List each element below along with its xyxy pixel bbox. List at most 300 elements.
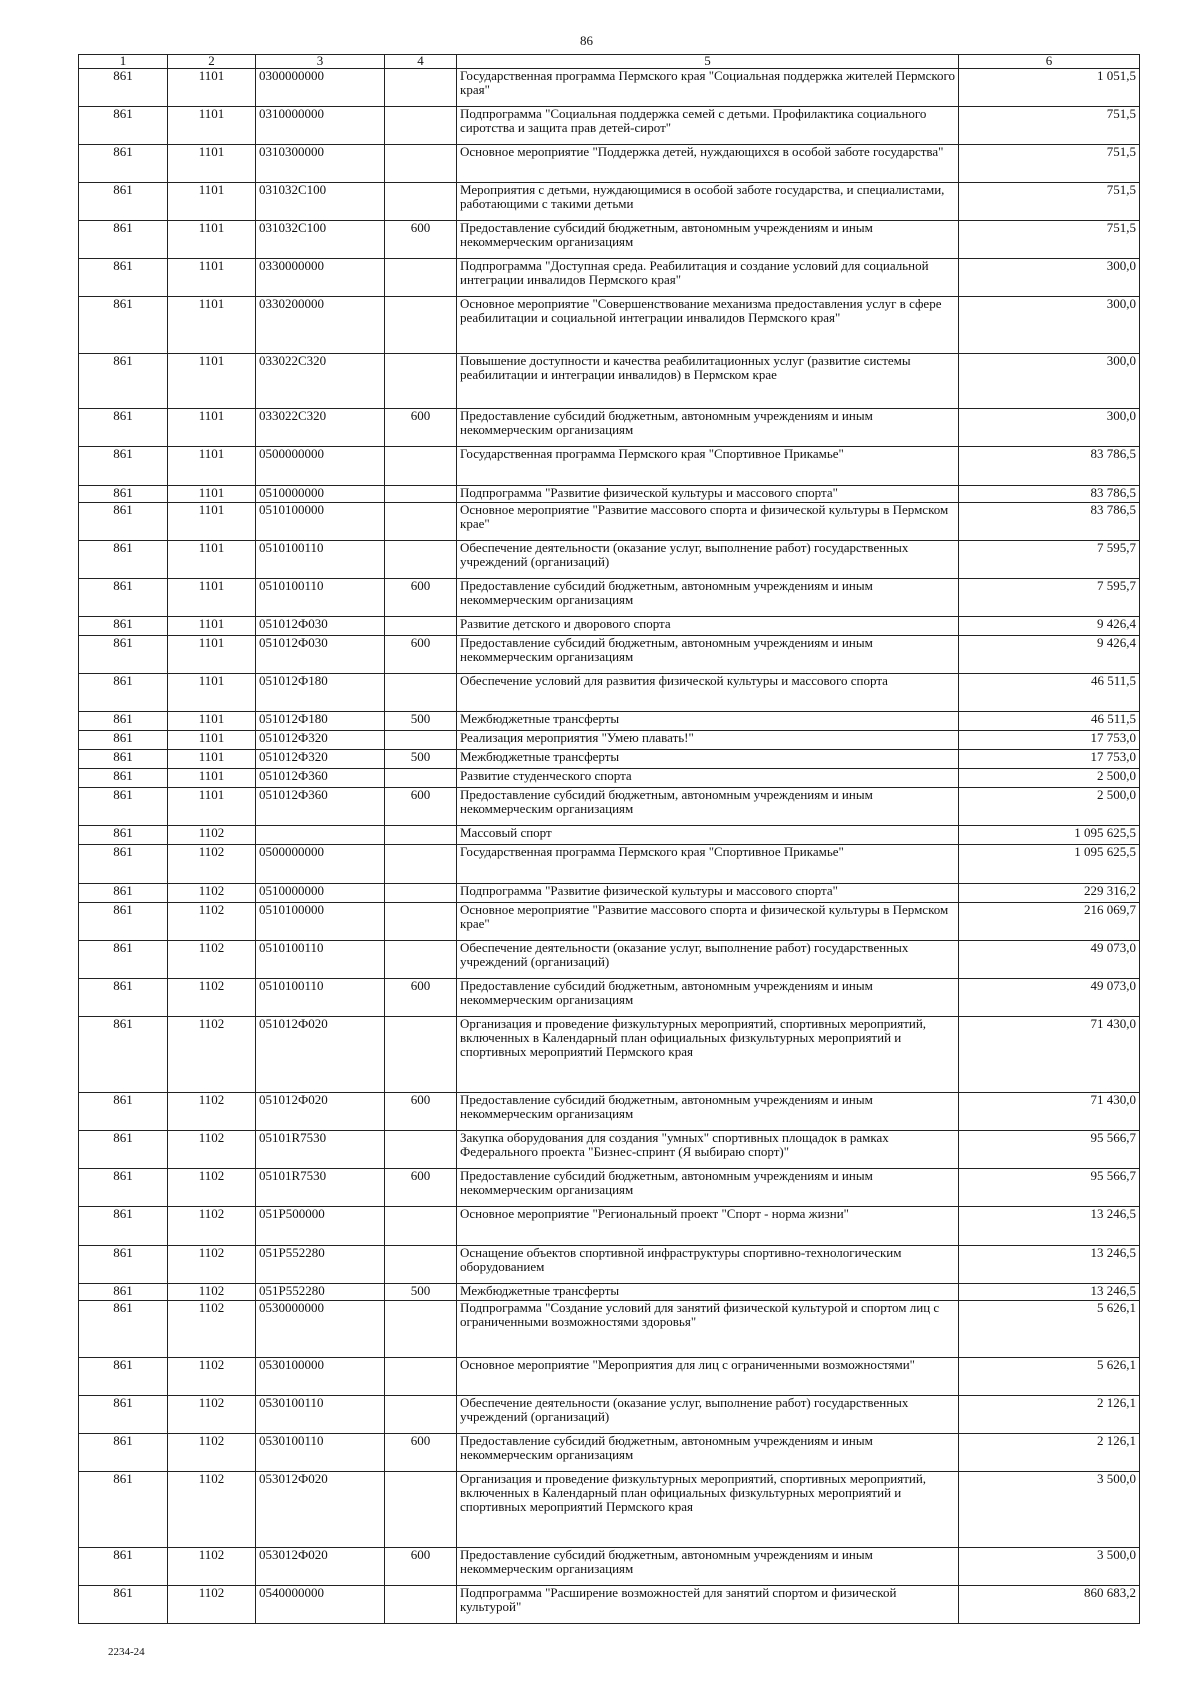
section-code-cell: 1102 xyxy=(168,941,256,979)
section-code-cell: 1102 xyxy=(168,1301,256,1358)
expense-type-cell xyxy=(385,674,457,712)
ministry-code-cell: 861 xyxy=(79,409,168,447)
target-article-cell: 051012Ф320 xyxy=(256,731,385,750)
expense-type-cell xyxy=(385,183,457,221)
table-row xyxy=(79,1131,1140,1169)
expense-type-cell xyxy=(385,259,457,297)
table-row xyxy=(79,1548,1140,1586)
ministry-code-cell: 861 xyxy=(79,903,168,941)
ministry-code-cell: 861 xyxy=(79,769,168,788)
expense-type-cell xyxy=(385,941,457,979)
expense-type-cell xyxy=(385,297,457,354)
expense-type-cell: 500 xyxy=(385,1284,457,1301)
amount-cell: 1 095 625,5 xyxy=(959,826,1140,845)
amount-cell: 95 566,7 xyxy=(959,1169,1140,1207)
amount-cell: 1 051,5 xyxy=(959,69,1140,107)
ministry-code-cell: 861 xyxy=(79,1131,168,1169)
column-header-5: 5 xyxy=(457,55,959,69)
description-cell: Закупка оборудования для создания "умных" спортивных площадок в рамках Федерального проекта "Бизнес-спринт (Я выбираю спорт)" xyxy=(457,1131,959,1169)
amount-cell: 46 511,5 xyxy=(959,712,1140,731)
expense-type-cell xyxy=(385,354,457,409)
target-article-cell: 0510000000 xyxy=(256,486,385,503)
section-code-cell: 1102 xyxy=(168,1548,256,1586)
target-article-cell: 053012Ф020 xyxy=(256,1548,385,1586)
section-code-cell: 1102 xyxy=(168,1472,256,1548)
table-row xyxy=(79,1169,1140,1207)
expense-type-cell xyxy=(385,769,457,788)
table-row xyxy=(79,354,1140,409)
column-header-2: 2 xyxy=(168,55,256,69)
amount-cell: 229 316,2 xyxy=(959,884,1140,903)
page-number: 86 xyxy=(580,33,593,48)
description-cell: Межбюджетные трансферты xyxy=(457,750,959,769)
target-article-cell: 051P552280 xyxy=(256,1246,385,1284)
target-article-cell xyxy=(256,826,385,845)
section-code-cell: 1101 xyxy=(168,69,256,107)
ministry-code-cell: 861 xyxy=(79,259,168,297)
table-row xyxy=(79,712,1140,731)
amount-cell: 300,0 xyxy=(959,297,1140,354)
expense-type-cell: 600 xyxy=(385,221,457,259)
description-cell: Развитие детского и дворового спорта xyxy=(457,617,959,636)
amount-cell: 71 430,0 xyxy=(959,1017,1140,1093)
target-article-cell: 0500000000 xyxy=(256,447,385,486)
amount-cell: 5 626,1 xyxy=(959,1301,1140,1358)
ministry-code-cell: 861 xyxy=(79,354,168,409)
section-code-cell: 1102 xyxy=(168,1246,256,1284)
description-cell: Подпрограмма "Создание условий для занятий физической культурой и спортом лиц с ограниченными возможностями здоровья" xyxy=(457,1301,959,1358)
description-cell: Предоставление субсидий бюджетным, автономным учреждениям и иным некоммерческим организациям xyxy=(457,409,959,447)
target-article-cell: 0510100000 xyxy=(256,903,385,941)
target-article-cell: 05101R7530 xyxy=(256,1169,385,1207)
table-row xyxy=(79,1017,1140,1093)
section-code-cell: 1102 xyxy=(168,884,256,903)
amount-cell: 95 566,7 xyxy=(959,1131,1140,1169)
amount-cell: 2 500,0 xyxy=(959,769,1140,788)
expense-type-cell: 600 xyxy=(385,1169,457,1207)
description-cell: Развитие студенческого спорта xyxy=(457,769,959,788)
description-cell: Подпрограмма "Социальная поддержка семей с детьми. Профилактика социального сиротства и защита прав детей-сирот" xyxy=(457,107,959,145)
section-code-cell: 1101 xyxy=(168,788,256,826)
target-article-cell: 0530000000 xyxy=(256,1301,385,1358)
table-row xyxy=(79,903,1140,941)
amount-cell: 3 500,0 xyxy=(959,1472,1140,1548)
column-header-6: 6 xyxy=(959,55,1140,69)
section-code-cell: 1102 xyxy=(168,1131,256,1169)
section-code-cell: 1101 xyxy=(168,297,256,354)
target-article-cell: 051012Ф180 xyxy=(256,712,385,731)
expense-type-cell xyxy=(385,145,457,183)
column-header-3: 3 xyxy=(256,55,385,69)
table-row xyxy=(79,1358,1140,1396)
amount-cell: 83 786,5 xyxy=(959,447,1140,486)
expense-type-cell xyxy=(385,1246,457,1284)
table-row xyxy=(79,409,1140,447)
expense-type-cell: 600 xyxy=(385,979,457,1017)
ministry-code-cell: 861 xyxy=(79,503,168,541)
table-row xyxy=(79,674,1140,712)
table-row xyxy=(79,750,1140,769)
amount-cell: 860 683,2 xyxy=(959,1586,1140,1624)
target-article-cell: 051P500000 xyxy=(256,1207,385,1246)
expense-type-cell: 600 xyxy=(385,579,457,617)
expense-type-cell xyxy=(385,1131,457,1169)
ministry-code-cell: 861 xyxy=(79,107,168,145)
table-row xyxy=(79,1586,1140,1624)
ministry-code-cell: 861 xyxy=(79,183,168,221)
ministry-code-cell: 861 xyxy=(79,1301,168,1358)
table-header-row xyxy=(79,55,1140,69)
section-code-cell: 1102 xyxy=(168,1358,256,1396)
amount-cell: 7 595,7 xyxy=(959,579,1140,617)
table-row xyxy=(79,826,1140,845)
table-row xyxy=(79,297,1140,354)
expense-type-cell xyxy=(385,1207,457,1246)
ministry-code-cell: 861 xyxy=(79,1246,168,1284)
expense-type-cell xyxy=(385,1472,457,1548)
table-row xyxy=(79,1207,1140,1246)
expense-type-cell xyxy=(385,617,457,636)
target-article-cell: 053012Ф020 xyxy=(256,1472,385,1548)
target-article-cell: 0330000000 xyxy=(256,259,385,297)
section-code-cell: 1101 xyxy=(168,712,256,731)
target-article-cell: 031032С100 xyxy=(256,221,385,259)
description-cell: Предоставление субсидий бюджетным, автономным учреждениям и иным некоммерческим организациям xyxy=(457,788,959,826)
ministry-code-cell: 861 xyxy=(79,221,168,259)
amount-cell: 13 246,5 xyxy=(959,1284,1140,1301)
expense-type-cell: 500 xyxy=(385,712,457,731)
description-cell: Подпрограмма "Расширение возможностей для занятий спортом и физической культурой" xyxy=(457,1586,959,1624)
description-cell: Подпрограмма "Доступная среда. Реабилитация и создание условий для социальной интеграции инвалидов Пермского края" xyxy=(457,259,959,297)
amount-cell: 9 426,4 xyxy=(959,636,1140,674)
target-article-cell: 033022С320 xyxy=(256,354,385,409)
table-row xyxy=(79,845,1140,884)
section-code-cell: 1101 xyxy=(168,541,256,579)
description-cell: Основное мероприятие "Развитие массового спорта и физической культуры в Пермском крае" xyxy=(457,503,959,541)
amount-cell: 300,0 xyxy=(959,409,1140,447)
description-cell: Массовый спорт xyxy=(457,826,959,845)
ministry-code-cell: 861 xyxy=(79,1548,168,1586)
target-article-cell: 0510100110 xyxy=(256,979,385,1017)
amount-cell: 83 786,5 xyxy=(959,503,1140,541)
amount-cell: 13 246,5 xyxy=(959,1207,1140,1246)
target-article-cell: 0510100000 xyxy=(256,503,385,541)
amount-cell: 216 069,7 xyxy=(959,903,1140,941)
table-row xyxy=(79,183,1140,221)
amount-cell: 751,5 xyxy=(959,183,1140,221)
target-article-cell: 051P552280 xyxy=(256,1284,385,1301)
description-cell: Межбюджетные трансферты xyxy=(457,1284,959,1301)
description-cell: Предоставление субсидий бюджетным, автономным учреждениям и иным некоммерческим организациям xyxy=(457,979,959,1017)
description-cell: Обеспечение деятельности (оказание услуг, выполнение работ) государственных учреждений (организаций) xyxy=(457,941,959,979)
expense-type-cell xyxy=(385,1396,457,1434)
expense-type-cell xyxy=(385,845,457,884)
target-article-cell: 0510100110 xyxy=(256,941,385,979)
table-row xyxy=(79,579,1140,617)
expense-type-cell: 600 xyxy=(385,636,457,674)
section-code-cell: 1101 xyxy=(168,259,256,297)
expense-type-cell: 600 xyxy=(385,1548,457,1586)
table-body xyxy=(79,69,1140,1624)
amount-cell: 7 595,7 xyxy=(959,541,1140,579)
target-article-cell: 051012Ф360 xyxy=(256,769,385,788)
section-code-cell: 1102 xyxy=(168,1586,256,1624)
amount-cell: 751,5 xyxy=(959,145,1140,183)
amount-cell: 13 246,5 xyxy=(959,1246,1140,1284)
table-row xyxy=(79,259,1140,297)
ministry-code-cell: 861 xyxy=(79,674,168,712)
amount-cell: 751,5 xyxy=(959,107,1140,145)
target-article-cell: 0500000000 xyxy=(256,845,385,884)
ministry-code-cell: 861 xyxy=(79,1169,168,1207)
section-code-cell: 1102 xyxy=(168,845,256,884)
target-article-cell: 031032С100 xyxy=(256,183,385,221)
amount-cell: 17 753,0 xyxy=(959,731,1140,750)
expense-type-cell xyxy=(385,884,457,903)
expense-type-cell xyxy=(385,1017,457,1093)
ministry-code-cell: 861 xyxy=(79,69,168,107)
target-article-cell: 051012Ф360 xyxy=(256,788,385,826)
column-header-4: 4 xyxy=(385,55,457,69)
description-cell: Основное мероприятие "Региональный проект "Спорт - норма жизни" xyxy=(457,1207,959,1246)
section-code-cell: 1102 xyxy=(168,903,256,941)
section-code-cell: 1101 xyxy=(168,409,256,447)
expense-type-cell xyxy=(385,486,457,503)
table-row xyxy=(79,221,1140,259)
section-code-cell: 1101 xyxy=(168,107,256,145)
table-row xyxy=(79,636,1140,674)
ministry-code-cell: 861 xyxy=(79,712,168,731)
description-cell: Обеспечение условий для развития физической культуры и массового спорта xyxy=(457,674,959,712)
section-code-cell: 1102 xyxy=(168,1434,256,1472)
section-code-cell: 1101 xyxy=(168,447,256,486)
target-article-cell: 0310300000 xyxy=(256,145,385,183)
expense-type-cell: 600 xyxy=(385,788,457,826)
expense-type-cell xyxy=(385,1358,457,1396)
section-code-cell: 1101 xyxy=(168,503,256,541)
expense-type-cell xyxy=(385,447,457,486)
target-article-cell: 0510100110 xyxy=(256,541,385,579)
target-article-cell: 0540000000 xyxy=(256,1586,385,1624)
budget-table xyxy=(78,54,1140,1624)
ministry-code-cell: 861 xyxy=(79,1434,168,1472)
ministry-code-cell: 861 xyxy=(79,979,168,1017)
table-row xyxy=(79,941,1140,979)
amount-cell: 2 126,1 xyxy=(959,1396,1140,1434)
ministry-code-cell: 861 xyxy=(79,884,168,903)
table-row xyxy=(79,1301,1140,1358)
target-article-cell: 05101R7530 xyxy=(256,1131,385,1169)
target-article-cell: 051012Ф030 xyxy=(256,636,385,674)
ministry-code-cell: 861 xyxy=(79,1396,168,1434)
section-code-cell: 1101 xyxy=(168,617,256,636)
section-code-cell: 1102 xyxy=(168,1017,256,1093)
description-cell: Обеспечение деятельности (оказание услуг, выполнение работ) государственных учреждений (организаций) xyxy=(457,541,959,579)
section-code-cell: 1101 xyxy=(168,674,256,712)
expense-type-cell xyxy=(385,903,457,941)
amount-cell: 46 511,5 xyxy=(959,674,1140,712)
expense-type-cell xyxy=(385,107,457,145)
description-cell: Организация и проведение физкультурных мероприятий, спортивных мероприятий, включенных в Календарный план официальных физкультурных мероприятий и спортивных мероприятий Пермского края xyxy=(457,1472,959,1548)
ministry-code-cell: 861 xyxy=(79,1586,168,1624)
table-row xyxy=(79,1246,1140,1284)
section-code-cell: 1102 xyxy=(168,1207,256,1246)
amount-cell: 300,0 xyxy=(959,354,1140,409)
table-row xyxy=(79,69,1140,107)
target-article-cell: 051012Ф020 xyxy=(256,1017,385,1093)
description-cell: Основное мероприятие "Поддержка детей, нуждающихся в особой заботе государства" xyxy=(457,145,959,183)
table-row xyxy=(79,1284,1140,1301)
ministry-code-cell: 861 xyxy=(79,1017,168,1093)
section-code-cell: 1101 xyxy=(168,636,256,674)
description-cell: Повышение доступности и качества реабилитационных услуг (развитие системы реабилитации и интеграции инвалидов) в Пермском крае xyxy=(457,354,959,409)
table-row xyxy=(79,1472,1140,1548)
description-cell: Государственная программа Пермского края "Спортивное Прикамье" xyxy=(457,845,959,884)
description-cell: Подпрограмма "Развитие физической культуры и массового спорта" xyxy=(457,884,959,903)
expense-type-cell xyxy=(385,1301,457,1358)
description-cell: Обеспечение деятельности (оказание услуг, выполнение работ) государственных учреждений (организаций) xyxy=(457,1396,959,1434)
section-code-cell: 1101 xyxy=(168,354,256,409)
description-cell: Предоставление субсидий бюджетным, автономным учреждениям и иным некоммерческим организациям xyxy=(457,1548,959,1586)
section-code-cell: 1101 xyxy=(168,579,256,617)
expense-type-cell xyxy=(385,541,457,579)
amount-cell: 300,0 xyxy=(959,259,1140,297)
table-row xyxy=(79,503,1140,541)
target-article-cell: 051012Ф030 xyxy=(256,617,385,636)
description-cell: Государственная программа Пермского края "Спортивное Прикамье" xyxy=(457,447,959,486)
expense-type-cell: 600 xyxy=(385,1434,457,1472)
ministry-code-cell: 861 xyxy=(79,826,168,845)
section-code-cell: 1102 xyxy=(168,826,256,845)
amount-cell: 9 426,4 xyxy=(959,617,1140,636)
target-article-cell: 051012Ф320 xyxy=(256,750,385,769)
ministry-code-cell: 861 xyxy=(79,1093,168,1131)
description-cell: Реализация мероприятия "Умею плавать!" xyxy=(457,731,959,750)
amount-cell: 49 073,0 xyxy=(959,979,1140,1017)
section-code-cell: 1102 xyxy=(168,979,256,1017)
description-cell: Межбюджетные трансферты xyxy=(457,712,959,731)
target-article-cell: 0300000000 xyxy=(256,69,385,107)
expense-type-cell xyxy=(385,731,457,750)
target-article-cell: 051012Ф020 xyxy=(256,1093,385,1131)
table-row xyxy=(79,769,1140,788)
target-article-cell: 0510000000 xyxy=(256,884,385,903)
table-row xyxy=(79,107,1140,145)
amount-cell: 3 500,0 xyxy=(959,1548,1140,1586)
table-row xyxy=(79,541,1140,579)
target-article-cell: 033022С320 xyxy=(256,409,385,447)
section-code-cell: 1101 xyxy=(168,145,256,183)
ministry-code-cell: 861 xyxy=(79,1284,168,1301)
ministry-code-cell: 861 xyxy=(79,297,168,354)
section-code-cell: 1102 xyxy=(168,1169,256,1207)
description-cell: Государственная программа Пермского края "Социальная поддержка жителей Пермского края" xyxy=(457,69,959,107)
ministry-code-cell: 861 xyxy=(79,1358,168,1396)
amount-cell: 751,5 xyxy=(959,221,1140,259)
target-article-cell: 0530100000 xyxy=(256,1358,385,1396)
description-cell: Основное мероприятие "Мероприятия для лиц с ограниченными возможностями" xyxy=(457,1358,959,1396)
description-cell: Основное мероприятие "Совершенствование механизма предоставления услуг в сфере реабилитации и социальной интеграции инвалидов Пермского края" xyxy=(457,297,959,354)
description-cell: Предоставление субсидий бюджетным, автономным учреждениям и иным некоммерческим организациям xyxy=(457,636,959,674)
amount-cell: 2 126,1 xyxy=(959,1434,1140,1472)
section-code-cell: 1102 xyxy=(168,1093,256,1131)
amount-cell: 71 430,0 xyxy=(959,1093,1140,1131)
expense-type-cell xyxy=(385,1586,457,1624)
section-code-cell: 1102 xyxy=(168,1396,256,1434)
section-code-cell: 1101 xyxy=(168,731,256,750)
target-article-cell: 0310000000 xyxy=(256,107,385,145)
description-cell: Организация и проведение физкультурных мероприятий, спортивных мероприятий, включенных в Календарный план официальных физкультурных мероприятий и спортивных мероприятий Пермского края xyxy=(457,1017,959,1093)
amount-cell: 83 786,5 xyxy=(959,486,1140,503)
ministry-code-cell: 861 xyxy=(79,731,168,750)
expense-type-cell: 500 xyxy=(385,750,457,769)
table-row xyxy=(79,1396,1140,1434)
description-cell: Основное мероприятие "Развитие массового спорта и физической культуры в Пермском крае" xyxy=(457,903,959,941)
ministry-code-cell: 861 xyxy=(79,447,168,486)
section-code-cell: 1102 xyxy=(168,1284,256,1301)
target-article-cell: 0330200000 xyxy=(256,297,385,354)
target-article-cell: 0530100110 xyxy=(256,1434,385,1472)
target-article-cell: 0510100110 xyxy=(256,579,385,617)
section-code-cell: 1101 xyxy=(168,183,256,221)
description-cell: Подпрограмма "Развитие физической культуры и массового спорта" xyxy=(457,486,959,503)
table-row xyxy=(79,1093,1140,1131)
amount-cell: 17 753,0 xyxy=(959,750,1140,769)
amount-cell: 1 095 625,5 xyxy=(959,845,1140,884)
ministry-code-cell: 861 xyxy=(79,750,168,769)
ministry-code-cell: 861 xyxy=(79,145,168,183)
ministry-code-cell: 861 xyxy=(79,941,168,979)
amount-cell: 5 626,1 xyxy=(959,1358,1140,1396)
ministry-code-cell: 861 xyxy=(79,788,168,826)
table-row xyxy=(79,486,1140,503)
expense-type-cell xyxy=(385,503,457,541)
expense-type-cell: 600 xyxy=(385,409,457,447)
amount-cell: 2 500,0 xyxy=(959,788,1140,826)
table-row xyxy=(79,447,1140,486)
expense-type-cell xyxy=(385,826,457,845)
section-code-cell: 1101 xyxy=(168,486,256,503)
description-cell: Предоставление субсидий бюджетным, автономным учреждениям и иным некоммерческим организациям xyxy=(457,1093,959,1131)
ministry-code-cell: 861 xyxy=(79,541,168,579)
target-article-cell: 0530100110 xyxy=(256,1396,385,1434)
ministry-code-cell: 861 xyxy=(79,579,168,617)
description-cell: Мероприятия с детьми, нуждающимися в особой заботе государства, и специалистами, работающими с такими детьми xyxy=(457,183,959,221)
table-row xyxy=(79,617,1140,636)
description-cell: Предоставление субсидий бюджетным, автономным учреждениям и иным некоммерческим организациям xyxy=(457,1169,959,1207)
ministry-code-cell: 861 xyxy=(79,1207,168,1246)
table-row xyxy=(79,1434,1140,1472)
description-cell: Оснащение объектов спортивной инфраструктуры спортивно-технологическим оборудованием xyxy=(457,1246,959,1284)
description-cell: Предоставление субсидий бюджетным, автономным учреждениям и иным некоммерческим организациям xyxy=(457,221,959,259)
table-row xyxy=(79,884,1140,903)
section-code-cell: 1101 xyxy=(168,769,256,788)
description-cell: Предоставление субсидий бюджетным, автономным учреждениям и иным некоммерческим организациям xyxy=(457,579,959,617)
ministry-code-cell: 861 xyxy=(79,845,168,884)
amount-cell: 49 073,0 xyxy=(959,941,1140,979)
ministry-code-cell: 861 xyxy=(79,1472,168,1548)
ministry-code-cell: 861 xyxy=(79,486,168,503)
expense-type-cell: 600 xyxy=(385,1093,457,1131)
table-row xyxy=(79,788,1140,826)
description-cell: Предоставление субсидий бюджетным, автономным учреждениям и иным некоммерческим организациям xyxy=(457,1434,959,1472)
ministry-code-cell: 861 xyxy=(79,617,168,636)
section-code-cell: 1101 xyxy=(168,750,256,769)
column-header-1: 1 xyxy=(79,55,168,69)
expense-type-cell xyxy=(385,69,457,107)
table-row xyxy=(79,731,1140,750)
table-row xyxy=(79,145,1140,183)
